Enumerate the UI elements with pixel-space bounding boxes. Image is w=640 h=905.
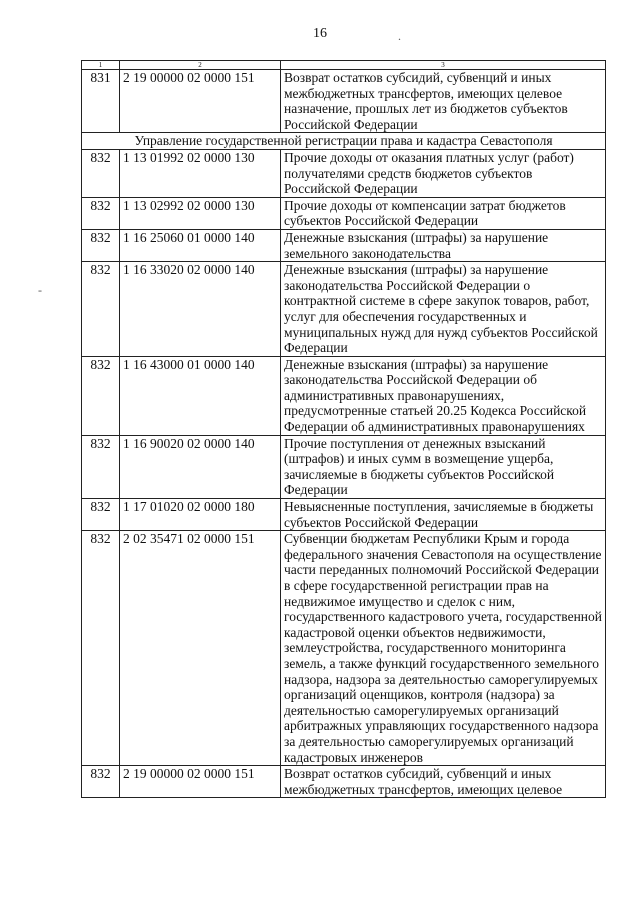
revenue-name-cell: Прочие поступления от денежных взысканий (штрафов) и иных сумм в возмещение ущерба, зачисляемые в бюджеты субъектов Российской Федерации bbox=[281, 435, 606, 498]
revenue-name-cell: Прочие доходы от компенсации затрат бюджетов субъектов Российской Федерации bbox=[281, 197, 606, 229]
table-row bbox=[82, 229, 606, 261]
admin-code-cell: 832 bbox=[82, 435, 120, 498]
admin-code-cell: 831 bbox=[82, 70, 120, 133]
table-row bbox=[82, 531, 606, 766]
table-row bbox=[82, 197, 606, 229]
admin-code-cell: 832 bbox=[82, 766, 120, 798]
budget-classification-code-cell: 1 13 02992 02 0000 130 bbox=[120, 197, 281, 229]
admin-code-cell: 832 bbox=[82, 531, 120, 766]
column-number-2: 2 bbox=[120, 61, 281, 70]
revenue-name-cell: Возврат остатков субсидий, субвенций и иных межбюджетных трансфертов, имеющих целевое назначение, прошлых лет из бюджетов субъектов Российской Федерации bbox=[281, 70, 606, 133]
admin-code-cell: 832 bbox=[82, 262, 120, 357]
table-row bbox=[82, 499, 606, 531]
budget-classification-code-cell: 2 19 00000 02 0000 151 bbox=[120, 70, 281, 133]
page-number: 16 bbox=[313, 26, 327, 41]
column-number-3: 3 bbox=[281, 61, 606, 70]
budget-classification-code-cell: 1 16 43000 01 0000 140 bbox=[120, 356, 281, 435]
column-number-1: 1 bbox=[82, 61, 120, 70]
scan-mark: . bbox=[398, 29, 401, 43]
table-row bbox=[82, 435, 606, 498]
admin-code-cell: 832 bbox=[82, 197, 120, 229]
admin-code-cell: 832 bbox=[82, 499, 120, 531]
revenue-name-cell: Денежные взыскания (штрафы) за нарушение земельного законодательства bbox=[281, 229, 606, 261]
admin-code-cell: 832 bbox=[82, 356, 120, 435]
scan-mark: - bbox=[38, 283, 42, 297]
budget-classification-code-cell: 1 16 33020 02 0000 140 bbox=[120, 262, 281, 357]
budget-classification-code-cell: 1 17 01020 02 0000 180 bbox=[120, 499, 281, 531]
budget-classification-code-cell: 1 13 01992 02 0000 130 bbox=[120, 149, 281, 197]
admin-code-cell: 832 bbox=[82, 229, 120, 261]
budget-classification-code-cell: 1 16 90020 02 0000 140 bbox=[120, 435, 281, 498]
budget-classification-code-cell: 2 02 35471 02 0000 151 bbox=[120, 531, 281, 766]
section-header-row bbox=[82, 133, 606, 150]
revenue-name-cell: Денежные взыскания (штрафы) за нарушение законодательства Российской Федерации об административных правонарушениях, предусмотренные статьей 20.25 Кодекса Российской Федерации об административных правонарушениях bbox=[281, 356, 606, 435]
revenue-name-cell: Невыясненные поступления, зачисляемые в бюджеты субъектов Российской Федерации bbox=[281, 499, 606, 531]
revenue-name-cell: Возврат остатков субсидий, субвенций и иных межбюджетных трансфертов, имеющих целевое bbox=[281, 766, 606, 798]
table-row bbox=[82, 149, 606, 197]
revenue-name-cell: Прочие доходы от оказания платных услуг (работ) получателями средств бюджетов субъектов Российской Федерации bbox=[281, 149, 606, 197]
table-row bbox=[82, 262, 606, 357]
budget-classification-code-cell: 1 16 25060 01 0000 140 bbox=[120, 229, 281, 261]
budget-classification-code-cell: 2 19 00000 02 0000 151 bbox=[120, 766, 281, 798]
revenue-name-cell: Субвенции бюджетам Республики Крым и города федерального значения Севастополя на осуществление части переданных полномочий Российской Федерации в сфере государственной регистрации прав на недвижимое имущество и сделок с ним, государственного кадастрового учета, государственной кадастровой оценки объектов недвижимости, землеустройства, государственного мониторинга земель, а также функций государственного земельного надзора, надзора за деятельностью саморегулируемых организаций оценщиков, контроля (надзора) за деятельностью саморегулируемых организаций арбитражных управляющих государственного надзора за деятельностью саморегулируемых организаций кадастровых инженеров bbox=[281, 531, 606, 766]
revenue-classification-table bbox=[81, 60, 606, 798]
table-row bbox=[82, 356, 606, 435]
table-row bbox=[82, 70, 606, 133]
section-title: Управление государственной регистрации права и кадастра Севастополя bbox=[82, 133, 606, 150]
admin-code-cell: 832 bbox=[82, 149, 120, 197]
column-number-row bbox=[82, 61, 606, 70]
revenue-name-cell: Денежные взыскания (штрафы) за нарушение законодательства Российской Федерации о контрактной системе в сфере закупок товаров, работ, услуг для обеспечения государственных и муниципальных нужд для нужд субъектов Российской Федерации bbox=[281, 262, 606, 357]
table-row bbox=[82, 766, 606, 798]
